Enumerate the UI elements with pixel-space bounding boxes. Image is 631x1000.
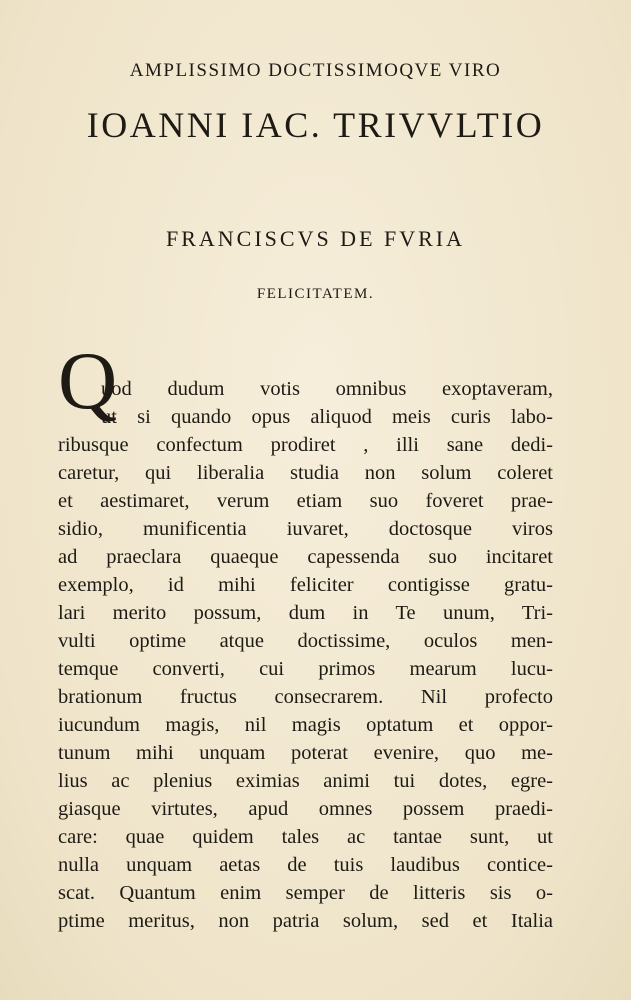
body-line-12: brationum fructus consecrarem. Nil profecto bbox=[58, 686, 553, 708]
body-line-8: exemplo, id mihi feliciter contigisse gratu- bbox=[58, 574, 553, 596]
body-line-15: lius ac plenius eximias animi tui dotes, egre- bbox=[58, 770, 553, 792]
body-line-7: ad praeclara quaeque capessenda suo incitaret bbox=[58, 546, 553, 568]
body-line-18: nulla unquam aetas de tuis laudibus contice- bbox=[58, 854, 553, 876]
body-line-1: uod dudum votis omnibus exoptaveram, bbox=[101, 378, 553, 400]
dedication-line-1: AMPLISSIMO DOCTISSIMOQVE VIRO bbox=[129, 60, 502, 81]
body-line-11: temque converti, cui primos mearum lucu- bbox=[58, 658, 553, 680]
body-line-13: iucundum magis, nil magis optatum et oppor- bbox=[58, 714, 553, 736]
dedication-line-2: IOANNI IAC. TRIVVLTIO bbox=[86, 105, 545, 145]
body-line-20: ptime meritus, non patria solum, sed et Italia bbox=[58, 910, 553, 932]
body-line-19: scat. Quantum enim semper de litteris sis o- bbox=[58, 882, 553, 904]
body-line-10: vulti optime atque doctissime, oculos men- bbox=[58, 630, 553, 652]
body-line-2: ut si quando opus aliquod meis curis labo- bbox=[101, 406, 553, 428]
body-line-14: tunum mihi unquam poterat evenire, quo me- bbox=[58, 742, 553, 764]
body-line-4: caretur, qui liberalia studia non solum coleret bbox=[58, 462, 553, 484]
author-name: FRANCISCVS DE FVRIA bbox=[165, 226, 466, 251]
body-line-16: giasque virtutes, apud omnes possem praedi- bbox=[58, 798, 553, 820]
body-line-9: lari merito possum, dum in Te unum, Tri- bbox=[58, 602, 553, 624]
body-line-5: et aestimaret, verum etiam suo foveret prae- bbox=[58, 490, 553, 512]
greeting: FELICITATEM. bbox=[256, 286, 375, 302]
body-line-3: ribusque confectum prodiret , illi sane dedi- bbox=[58, 434, 553, 456]
body-line-6: sidio, munificentia iuvaret, doctosque viros bbox=[58, 518, 553, 540]
body-line-17: care: quae quidem tales ac tantae sunt, ut bbox=[58, 826, 553, 848]
drop-cap: Q bbox=[58, 335, 118, 426]
